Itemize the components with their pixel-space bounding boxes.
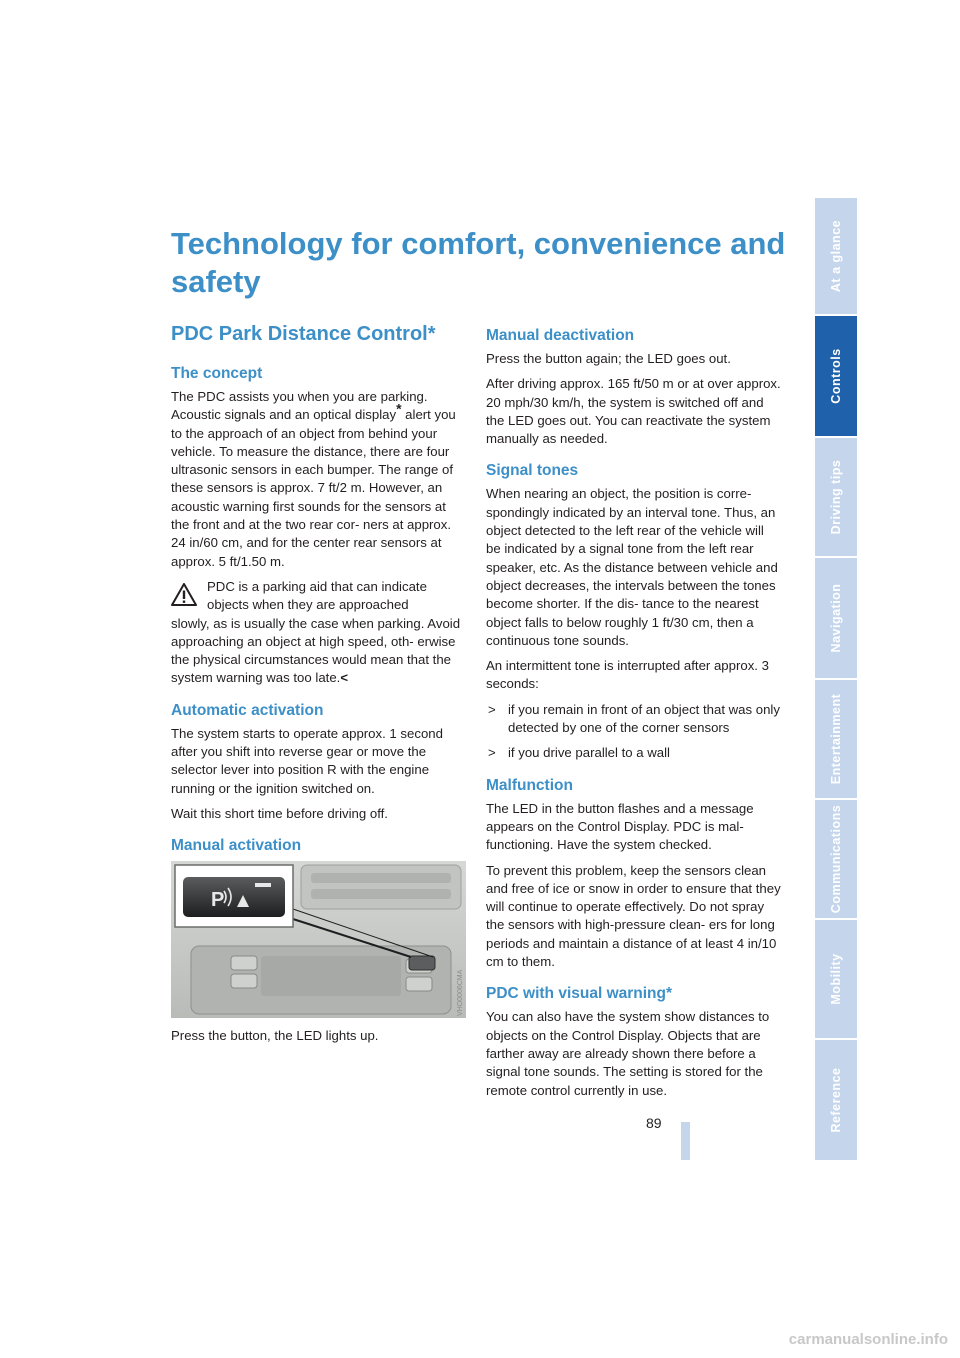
tab-mobility[interactable] [815,920,857,1038]
tab-label: Entertainment [829,693,843,785]
warning-indent-text: PDC is a parking aid that can indicate objects when they are approached [207,578,427,613]
deactivation-paragraph-2: After driving approx. 165 ft/50 m or at over approx. 20 mph/30 km/h, the system is switched off and the LED goes out. You can reactivate the system manually as needed. [486,376,781,447]
deactivation-paragraph-1: Press the button again; the LED goes out. [486,351,731,366]
tab-at-a-glance[interactable] [815,198,857,314]
concept-paragraph [171,388,466,571]
bullet-mark: > [488,745,496,761]
warning-body [171,615,466,688]
warning-note [171,578,466,688]
figure-caption: Press the button, the LED lights up. [171,1028,379,1044]
tab-controls[interactable] [815,316,857,436]
subheading-manual-deactivation: Manual deactivation [486,327,635,344]
signal-tones-paragraph-2: An intermittent tone is interrupted after approx. 3 seconds: [486,658,769,692]
subheading-malfunction: Malfunction [486,776,573,794]
tab-label: At a glance [829,219,843,293]
pdc-button-label: P [211,889,225,912]
watermark-text: carmanualsonline.info [788,1331,948,1348]
section-heading-pdc: PDC Park Distance Control* [171,323,436,345]
page-title: Technology for comfort, convenience and safety [171,226,786,299]
console-illustration [171,861,466,1018]
concept-text-b: alert you to the approach of an object from behind your vehicle. To measure the distance, there are four ultrasonic sensors in each bumper. The range of these sensors is approx. 7 ft/2 m. However, an acoustic warning first sounds for the sensors at the front and at the two rear cor- ners at approx. 24 in/60 cm, and for the center rear sensors at approx. 5 ft/1.50 m. [171,407,456,569]
tab-label: Navigation [829,583,843,653]
tab-label: Driving tips [829,459,843,535]
warning-triangle-icon [171,583,197,606]
subheading-visual-warning: PDC with visual warning* [486,985,673,1003]
tab-label: Mobility [829,953,843,1005]
end-mark: < [340,670,349,686]
malfunction-paragraph-1: The LED in the button flashes and a message appears on the Control Display. PDC is mal- functioning. Have the system checked. [486,800,754,853]
auto-activation-paragraph: The system starts to operate approx. 1 second after you shift into reverse gear or move the selector lever into position R with the engine running or the ignition switched on. [171,725,443,796]
concept-text-a: The PDC assists you when you are parking. Acoustic signals and an optical display [171,389,428,423]
list-item [486,744,781,762]
warning-rest-text: slowly, as is usually the case when parking. Avoid approaching an object at high speed, oth- erwise the physical circumstances would mean that the system warning was too late. [171,615,461,686]
page-number: 89 [646,1115,662,1131]
tab-reference[interactable] [815,1040,857,1160]
tab-navigation[interactable] [815,558,857,678]
bullet-text: if you drive parallel to a wall [508,745,670,761]
bullet-mark: > [488,701,496,717]
signal-tones-paragraph-1: When nearing an object, the position is corre- spondingly indicated by an interval tone. Thus, an object detected to the left rear of the vehicle will be indicated by a signal tone from the left rear speaker, etc. As the distance between vehicle and object decreases, the intervals between the tones become shorter. If the dis- tance to the nearest object falls to below roughly 1 ft/30 cm, then a continuous tone sounds. [486,486,778,648]
malfunction-paragraph-2: To prevent this problem, keep the sensors clean and free of ice or snow in order to ensure that they will continue to operate effectively. Do not spray the sensors with high-pressure clean- ers for long periods and maintain a distance of at least 4 in/10 cm to them. [486,862,781,970]
auto-activation-wait: Wait this short time before driving off. [171,805,388,821]
left-column [171,322,466,1053]
tab-label: Communications [829,804,843,914]
bullet-text: if you remain in front of an object that was only detected by one of the corner sensors [508,701,780,736]
subheading-concept: The concept [171,365,263,382]
subheading-signal-tones: Signal tones [486,462,579,480]
tab-label: Controls [829,348,843,404]
list-item [486,701,781,738]
image-code: VHO0006CMA [457,969,464,1017]
tab-driving-tips[interactable] [815,438,857,556]
right-column [486,322,781,1107]
visual-warning-paragraph: You can also have the system show distances to objects on the Control Display. Objects that are farther away are already shown there before a signal tone sounds. The setting is stored for the remote control currently in use. [486,1009,770,1098]
asterisk-mark: * [396,400,402,417]
subheading-auto-activation: Automatic activation [171,701,324,719]
tab-label: Reference [829,1067,843,1133]
tab-communications[interactable] [815,800,857,918]
pdc-button-photo [171,861,466,1018]
tab-entertainment[interactable] [815,680,857,798]
page-number-bar [681,1122,690,1160]
subheading-manual-activation: Manual activation [171,837,302,855]
